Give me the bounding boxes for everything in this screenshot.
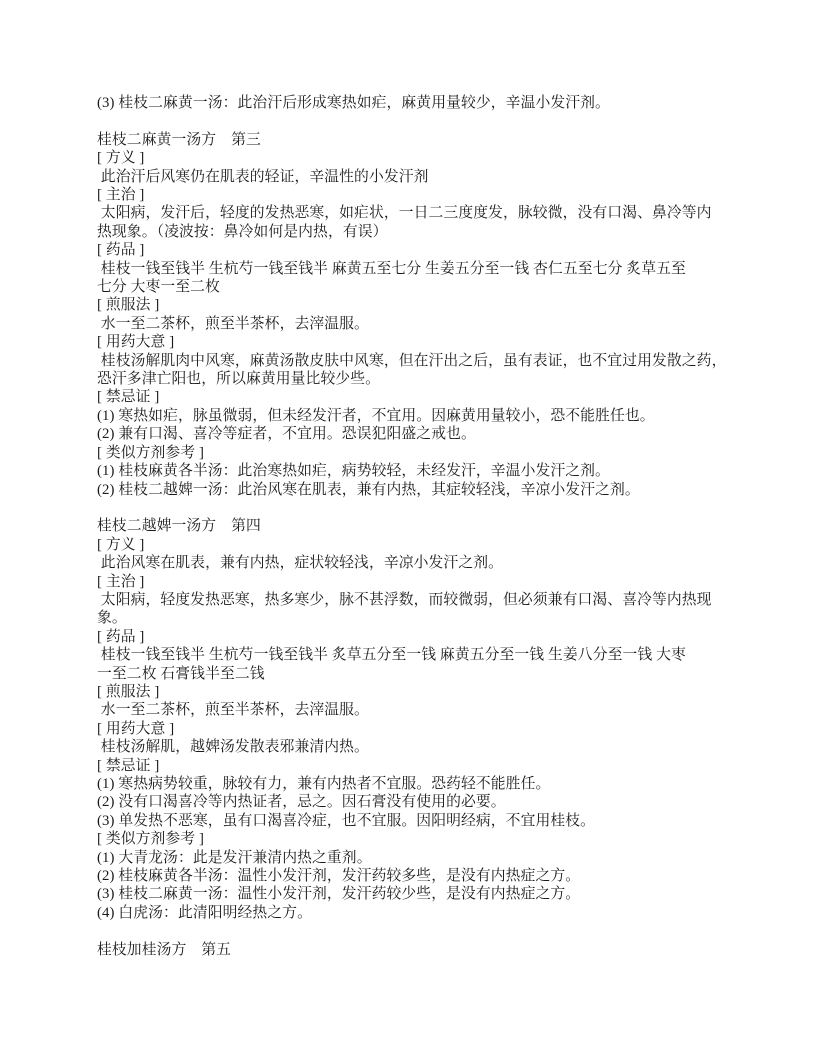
text-line: (3) 单发热不恶寒，虽有口渴喜冷症，也不宜服。因阳明经病，不宜用桂枝。 [97, 812, 596, 829]
text-line: [ 禁忌证 ] [97, 389, 160, 406]
text-line: 水一至二茶杯，煎至半茶杯，去滓温服。 [97, 315, 369, 332]
text-line: 太阳病，发汗后，轻度的发热恶寒，如疟状，一日二三度度发，脉较微，没有口渴、鼻冷等内 [97, 205, 712, 222]
text-line: 桂枝一钱至钱半 生杭芍一钱至钱半 麻黄五至七分 生姜五分至一钱 杏仁五至七分 炙草五至 [97, 260, 686, 277]
text-line: [ 药品 ] [97, 242, 145, 259]
text-line: 一至二枚 石膏钱半至二钱 [97, 665, 265, 682]
text-line: (1) 寒热如疟，脉虽微弱，但未经发汗者，不宜用。因麻黄用量较小，恐不能胜任也。 [97, 407, 655, 424]
text-line: (1) 桂枝麻黄各半汤：此治寒热如疟，病势较轻，未经发汗，辛温小发汗之剂。 [97, 463, 610, 480]
text-line: (1) 大青龙汤：此是发汗兼清内热之重剂。 [97, 849, 372, 866]
blank-line [97, 922, 745, 940]
text-line: (3) 桂枝二麻黄一汤：此治汗后形成寒热如疟，麻黄用量较少，辛温小发汗剂。 [97, 95, 610, 111]
text-line: 桂枝汤解肌，越婢汤发散表邪兼清内热。 [97, 739, 369, 756]
document-body [97, 94, 745, 959]
text-line: 桂枝汤解肌肉中风寒，麻黄汤散皮肤中风寒，但在汗出之后，虽有表证，也不宜过用发散之药， [97, 352, 727, 369]
text-line: [ 用药大意 ] [97, 334, 175, 351]
text-line: 恐汗多津亡阳也，所以麻黄用量比较少些。 [97, 371, 381, 388]
text-line: 象。 [97, 610, 127, 627]
text-line: 热现象。（凌波按：鼻冷如何是内热，有误） [97, 223, 388, 240]
text-line: [ 类似方剂参考 ] [97, 831, 205, 848]
text-line: (3) 桂枝二麻黄一汤：温性小发汗剂，发汗药较少些，是没有内热症之方。 [97, 886, 581, 903]
text-line: [ 用药大意 ] [97, 720, 175, 737]
text-line: (2) 没有口渴喜冷等内热证者，忌之。因石膏没有使用的必要。 [97, 794, 506, 811]
text-line: [ 方义 ] [97, 536, 145, 553]
text-line: 水一至二茶杯，煎至半茶杯，去滓温服。 [97, 702, 369, 719]
text-line: 桂枝加桂汤方 第五 [97, 941, 232, 958]
text-line: 此治汗后风寒仍在肌表的轻证，辛温性的小发汗剂 [97, 168, 429, 185]
text-line: [ 禁忌证 ] [97, 757, 160, 774]
text-line: [ 主治 ] [97, 573, 145, 590]
text-line: 桂枝二麻黄一汤方 第三 [97, 131, 261, 148]
text-line: [ 主治 ] [97, 187, 145, 204]
text-line: [ 煎服法 ] [97, 297, 160, 314]
text-line: (2) 桂枝麻黄各半汤：温性小发汗剂，发汗药较多些，是没有内热症之方。 [97, 868, 581, 885]
text-line: [ 煎服法 ] [97, 683, 160, 700]
text-line: 此治风寒在肌表，兼有内热，症状较轻浅，辛凉小发汗之剂。 [97, 555, 504, 572]
text-line: (1) 寒热病势较重，脉较有力，兼有内热者不宜服。恐药轻不能胜任。 [97, 776, 551, 792]
blank-line [97, 499, 745, 517]
text-line: [ 药品 ] [97, 628, 145, 645]
text-line: (2) 兼有口渴、喜冷等症者，不宜用。恐误犯阳盛之戒也。 [97, 426, 476, 443]
text-line: 七分 大枣一至二枚 [97, 279, 220, 296]
blank-line [97, 112, 745, 130]
text-line: [ 方义 ] [97, 150, 145, 167]
text-line: [ 类似方剂参考 ] [97, 444, 205, 461]
text-line: 桂枝二越婢一汤方 第四 [97, 518, 261, 535]
text-line: 桂枝一钱至钱半 生杭芍一钱至钱半 炙草五分至一钱 麻黄五分至一钱 生姜八分至一钱 大枣 [97, 647, 686, 664]
text-line: 太阳病，轻度发热恶寒，热多寒少，脉不甚浮数，而较微弱，但必须兼有口渴、喜冷等内热现 [97, 591, 712, 608]
text-line: (4) 白虎汤：此清阳明经热之方。 [97, 904, 313, 921]
text-line: (2) 桂枝二越婢一汤：此治风寒在肌表，兼有内热，其症较轻浅，辛凉小发汗之剂。 [97, 481, 640, 498]
